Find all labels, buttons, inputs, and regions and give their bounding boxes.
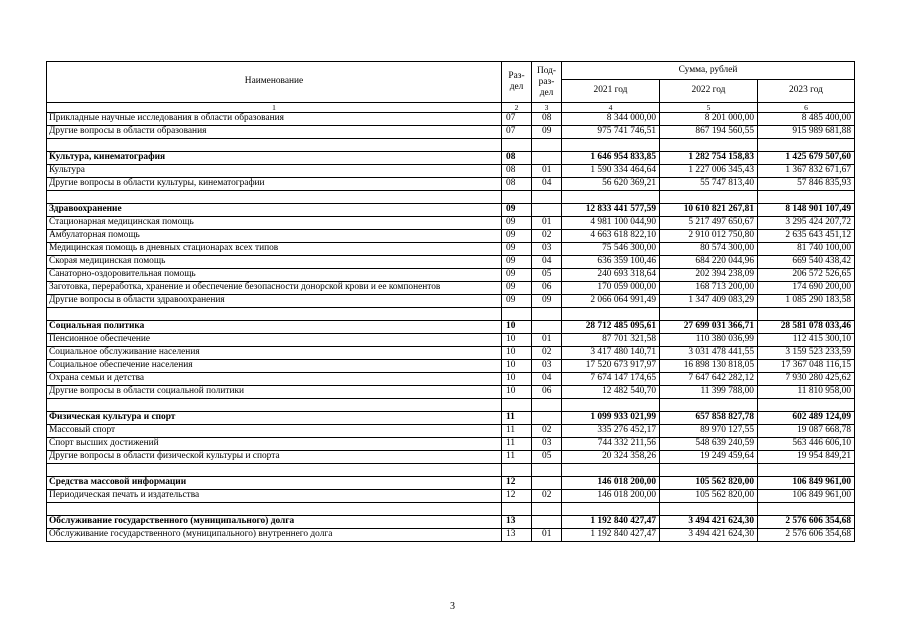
row-value-2022: 168 713 200,00 <box>660 282 758 295</box>
row-podrazdel <box>532 412 562 425</box>
spacer-row <box>47 399 855 412</box>
empty-cell <box>758 139 855 152</box>
row-razdel: 09 <box>502 217 532 230</box>
row-value-2023: 563 446 606,10 <box>758 438 855 451</box>
row-value-2023: 19 087 668,78 <box>758 425 855 438</box>
table-row <box>47 217 855 230</box>
row-value-2023: 8 485 400,00 <box>758 113 855 126</box>
row-value-2021: 744 332 211,56 <box>562 438 660 451</box>
empty-cell <box>47 139 502 152</box>
row-razdel: 10 <box>502 321 532 334</box>
table-row <box>47 334 855 347</box>
colnum-3: 3 <box>532 103 562 113</box>
colnum-5: 5 <box>660 103 758 113</box>
table-row <box>47 256 855 269</box>
row-value-2021: 335 276 452,17 <box>562 425 660 438</box>
row-podrazdel: 02 <box>532 347 562 360</box>
empty-cell <box>562 464 660 477</box>
row-value-2021: 75 546 300,00 <box>562 243 660 256</box>
row-razdel: 07 <box>502 126 532 139</box>
empty-cell <box>532 399 562 412</box>
row-value-2023: 915 989 681,88 <box>758 126 855 139</box>
empty-cell <box>502 464 532 477</box>
table-row <box>47 243 855 256</box>
header-year-2021: 2021 год <box>562 80 660 103</box>
row-value-2023: 57 846 835,93 <box>758 178 855 191</box>
row-name: Прикладные научные исследования в области образования <box>47 113 502 126</box>
empty-cell <box>532 464 562 477</box>
row-name: Здравоохранение <box>47 204 502 217</box>
row-podrazdel: 05 <box>532 269 562 282</box>
row-value-2021: 3 417 480 140,71 <box>562 347 660 360</box>
row-podrazdel: 03 <box>532 360 562 373</box>
row-razdel: 11 <box>502 438 532 451</box>
empty-cell <box>758 503 855 516</box>
row-name: Социальная политика <box>47 321 502 334</box>
row-value-2021: 170 059 000,00 <box>562 282 660 295</box>
row-podrazdel: 02 <box>532 425 562 438</box>
row-name: Периодическая печать и издательства <box>47 490 502 503</box>
empty-cell <box>502 399 532 412</box>
row-name: Стационарная медицинская помощь <box>47 217 502 230</box>
row-podrazdel: 02 <box>532 490 562 503</box>
row-razdel: 09 <box>502 282 532 295</box>
row-value-2021: 1 590 334 464,64 <box>562 165 660 178</box>
row-value-2021: 240 693 318,64 <box>562 269 660 282</box>
row-razdel: 07 <box>502 113 532 126</box>
empty-cell <box>660 464 758 477</box>
row-name: Культура <box>47 165 502 178</box>
row-value-2023: 206 572 526,65 <box>758 269 855 282</box>
row-razdel: 08 <box>502 178 532 191</box>
row-value-2023: 106 849 961,00 <box>758 490 855 503</box>
row-name: Другие вопросы в области культуры, кинематографии <box>47 178 502 191</box>
row-value-2022: 11 399 788,00 <box>660 386 758 399</box>
row-value-2021: 2 066 064 991,49 <box>562 295 660 308</box>
colnum-1: 1 <box>47 103 502 113</box>
table-row <box>47 126 855 139</box>
row-value-2021: 8 344 000,00 <box>562 113 660 126</box>
row-value-2022: 55 747 813,40 <box>660 178 758 191</box>
header-podrazdel: Под- раз- дел <box>532 62 562 103</box>
row-name: Охрана семьи и детства <box>47 373 502 386</box>
row-podrazdel: 02 <box>532 230 562 243</box>
row-name: Социальное обслуживание населения <box>47 347 502 360</box>
row-podrazdel <box>532 516 562 529</box>
row-value-2022: 89 970 127,55 <box>660 425 758 438</box>
row-name: Культура, кинематография <box>47 152 502 165</box>
row-value-2022: 5 217 497 650,67 <box>660 217 758 230</box>
spacer-row <box>47 191 855 204</box>
row-value-2023: 81 740 100,00 <box>758 243 855 256</box>
table-row <box>47 347 855 360</box>
row-value-2022: 105 562 820,00 <box>660 490 758 503</box>
empty-cell <box>502 139 532 152</box>
row-podrazdel: 06 <box>532 386 562 399</box>
row-value-2021: 1 099 933 021,99 <box>562 412 660 425</box>
row-razdel: 13 <box>502 516 532 529</box>
row-value-2023: 17 367 048 116,15 <box>758 360 855 373</box>
row-value-2021: 17 520 673 917,97 <box>562 360 660 373</box>
row-podrazdel: 04 <box>532 373 562 386</box>
row-value-2023: 11 810 958,00 <box>758 386 855 399</box>
row-name: Амбулаторная помощь <box>47 230 502 243</box>
empty-cell <box>47 308 502 321</box>
table-row <box>47 230 855 243</box>
row-podrazdel <box>532 204 562 217</box>
colnum-2: 2 <box>502 103 532 113</box>
row-razdel: 09 <box>502 256 532 269</box>
row-value-2022: 16 898 130 818,05 <box>660 360 758 373</box>
row-value-2022: 7 647 642 282,12 <box>660 373 758 386</box>
row-value-2022: 1 347 409 083,29 <box>660 295 758 308</box>
row-podrazdel <box>532 152 562 165</box>
row-value-2022: 3 031 478 441,55 <box>660 347 758 360</box>
row-name: Другие вопросы в области образования <box>47 126 502 139</box>
row-value-2023: 602 489 124,09 <box>758 412 855 425</box>
row-name: Заготовка, переработка, хранение и обеспечение безопасности донорской крови и ее компонентов <box>47 282 502 295</box>
table-row <box>47 178 855 191</box>
empty-cell <box>562 139 660 152</box>
row-value-2023: 2 635 643 451,12 <box>758 230 855 243</box>
row-name: Массовый спорт <box>47 425 502 438</box>
header-sum: Сумма, рублей <box>562 62 855 80</box>
row-podrazdel: 05 <box>532 451 562 464</box>
spacer-row <box>47 308 855 321</box>
row-value-2021: 975 741 746,51 <box>562 126 660 139</box>
header-name: Наименование <box>47 62 502 103</box>
row-name: Средства массовой информации <box>47 477 502 490</box>
row-value-2023: 2 576 606 354,68 <box>758 529 855 542</box>
row-value-2021: 87 701 321,58 <box>562 334 660 347</box>
table-row <box>47 360 855 373</box>
row-value-2023: 174 690 200,00 <box>758 282 855 295</box>
empty-cell <box>758 464 855 477</box>
row-name: Другие вопросы в области физической культуры и спорта <box>47 451 502 464</box>
row-value-2022: 19 249 459,64 <box>660 451 758 464</box>
row-value-2021: 146 018 200,00 <box>562 477 660 490</box>
row-value-2022: 1 227 006 345,43 <box>660 165 758 178</box>
row-value-2022: 867 194 560,55 <box>660 126 758 139</box>
row-podrazdel <box>532 321 562 334</box>
section-row <box>47 412 855 425</box>
budget-table-sheet <box>46 61 854 542</box>
budget-table <box>46 61 855 542</box>
empty-cell <box>532 191 562 204</box>
row-value-2022: 3 494 421 624,30 <box>660 516 758 529</box>
row-value-2021: 56 620 369,21 <box>562 178 660 191</box>
spacer-row <box>47 139 855 152</box>
header-year-2023: 2023 год <box>758 80 855 103</box>
row-name: Другие вопросы в области социальной политики <box>47 386 502 399</box>
row-podrazdel: 01 <box>532 334 562 347</box>
row-podrazdel: 09 <box>532 126 562 139</box>
row-value-2021: 12 482 540,70 <box>562 386 660 399</box>
row-razdel: 12 <box>502 477 532 490</box>
row-podrazdel: 01 <box>532 165 562 178</box>
row-name: Спорт высших достижений <box>47 438 502 451</box>
row-value-2023: 7 930 280 425,62 <box>758 373 855 386</box>
row-razdel: 08 <box>502 165 532 178</box>
header-razdel: Раз- дел <box>502 62 532 103</box>
empty-cell <box>562 503 660 516</box>
row-value-2023: 28 581 078 033,46 <box>758 321 855 334</box>
row-podrazdel: 09 <box>532 295 562 308</box>
row-razdel: 10 <box>502 360 532 373</box>
row-value-2022: 3 494 421 624,30 <box>660 529 758 542</box>
row-razdel: 10 <box>502 347 532 360</box>
row-value-2022: 1 282 754 158,83 <box>660 152 758 165</box>
row-value-2021: 7 674 147 174,65 <box>562 373 660 386</box>
row-razdel: 10 <box>502 373 532 386</box>
section-row <box>47 477 855 490</box>
empty-cell <box>47 191 502 204</box>
row-razdel: 09 <box>502 230 532 243</box>
row-value-2023: 1 425 679 507,60 <box>758 152 855 165</box>
row-podrazdel: 01 <box>532 217 562 230</box>
row-razdel: 10 <box>502 386 532 399</box>
table-row <box>47 269 855 282</box>
row-value-2023: 2 576 606 354,68 <box>758 516 855 529</box>
row-razdel: 09 <box>502 243 532 256</box>
row-razdel: 09 <box>502 295 532 308</box>
empty-cell <box>532 503 562 516</box>
table-row <box>47 490 855 503</box>
empty-cell <box>502 308 532 321</box>
row-value-2021: 4 663 618 822,10 <box>562 230 660 243</box>
empty-cell <box>562 191 660 204</box>
row-value-2022: 548 639 240,59 <box>660 438 758 451</box>
row-name: Физическая культура и спорт <box>47 412 502 425</box>
empty-cell <box>562 308 660 321</box>
row-value-2021: 1 192 840 427,47 <box>562 516 660 529</box>
row-value-2023: 106 849 961,00 <box>758 477 855 490</box>
row-value-2023: 112 415 300,10 <box>758 334 855 347</box>
row-value-2023: 3 295 424 207,72 <box>758 217 855 230</box>
row-name: Санаторно-оздоровительная помощь <box>47 269 502 282</box>
row-podrazdel: 04 <box>532 178 562 191</box>
colnum-4: 4 <box>562 103 660 113</box>
row-value-2022: 27 699 031 366,71 <box>660 321 758 334</box>
row-value-2022: 80 574 300,00 <box>660 243 758 256</box>
spacer-row <box>47 464 855 477</box>
row-name: Обслуживание государственного (муниципального) внутреннего долга <box>47 529 502 542</box>
table-row <box>47 282 855 295</box>
empty-cell <box>47 399 502 412</box>
table-row <box>47 438 855 451</box>
row-razdel: 12 <box>502 490 532 503</box>
row-podrazdel: 06 <box>532 282 562 295</box>
row-podrazdel: 03 <box>532 438 562 451</box>
empty-cell <box>660 139 758 152</box>
empty-cell <box>532 308 562 321</box>
row-value-2021: 20 324 358,26 <box>562 451 660 464</box>
table-row <box>47 373 855 386</box>
row-razdel: 09 <box>502 204 532 217</box>
page-number: 3 <box>450 601 455 612</box>
row-name: Обслуживание государственного (муниципального) долга <box>47 516 502 529</box>
header-year-2022: 2022 год <box>660 80 758 103</box>
colnum-6: 6 <box>758 103 855 113</box>
spacer-row <box>47 503 855 516</box>
empty-cell <box>47 464 502 477</box>
row-value-2022: 10 610 821 267,81 <box>660 204 758 217</box>
row-name: Другие вопросы в области здравоохранения <box>47 295 502 308</box>
row-value-2021: 12 833 441 577,59 <box>562 204 660 217</box>
row-value-2023: 3 159 523 233,59 <box>758 347 855 360</box>
row-value-2021: 1 192 840 427,47 <box>562 529 660 542</box>
row-razdel: 08 <box>502 152 532 165</box>
row-value-2021: 4 981 100 044,90 <box>562 217 660 230</box>
section-row <box>47 321 855 334</box>
row-value-2021: 1 646 954 833,85 <box>562 152 660 165</box>
section-row <box>47 204 855 217</box>
row-value-2022: 202 394 238,09 <box>660 269 758 282</box>
row-podrazdel: 01 <box>532 529 562 542</box>
row-podrazdel <box>532 477 562 490</box>
empty-cell <box>660 503 758 516</box>
table-body <box>47 113 855 542</box>
table-row <box>47 529 855 542</box>
section-row <box>47 152 855 165</box>
row-name: Социальное обеспечение населения <box>47 360 502 373</box>
row-podrazdel: 08 <box>532 113 562 126</box>
row-name: Скорая медицинская помощь <box>47 256 502 269</box>
row-name: Пенсионное обеспечение <box>47 334 502 347</box>
empty-cell <box>758 308 855 321</box>
row-podrazdel: 03 <box>532 243 562 256</box>
empty-cell <box>758 191 855 204</box>
row-value-2022: 8 201 000,00 <box>660 113 758 126</box>
table-row <box>47 113 855 126</box>
empty-cell <box>562 399 660 412</box>
row-razdel: 11 <box>502 451 532 464</box>
section-row <box>47 516 855 529</box>
empty-cell <box>47 503 502 516</box>
empty-cell <box>660 399 758 412</box>
empty-cell <box>758 399 855 412</box>
empty-cell <box>532 139 562 152</box>
row-value-2023: 1 085 290 183,58 <box>758 295 855 308</box>
row-value-2021: 146 018 200,00 <box>562 490 660 503</box>
column-number-row <box>47 103 855 113</box>
row-value-2022: 684 220 044,96 <box>660 256 758 269</box>
row-value-2022: 105 562 820,00 <box>660 477 758 490</box>
row-razdel: 13 <box>502 529 532 542</box>
row-value-2021: 28 712 485 095,61 <box>562 321 660 334</box>
row-razdel: 11 <box>502 412 532 425</box>
row-value-2023: 8 148 901 107,49 <box>758 204 855 217</box>
row-razdel: 10 <box>502 334 532 347</box>
row-value-2023: 669 540 438,42 <box>758 256 855 269</box>
empty-cell <box>502 503 532 516</box>
row-value-2023: 1 367 832 671,67 <box>758 165 855 178</box>
row-podrazdel: 04 <box>532 256 562 269</box>
empty-cell <box>660 308 758 321</box>
table-row <box>47 425 855 438</box>
row-value-2021: 636 359 100,46 <box>562 256 660 269</box>
empty-cell <box>502 191 532 204</box>
table-row <box>47 386 855 399</box>
table-row <box>47 295 855 308</box>
row-razdel: 09 <box>502 269 532 282</box>
row-value-2023: 19 954 849,21 <box>758 451 855 464</box>
row-razdel: 11 <box>502 425 532 438</box>
row-value-2022: 2 910 012 750,80 <box>660 230 758 243</box>
row-name: Медицинская помощь в дневных стационарах всех типов <box>47 243 502 256</box>
row-value-2022: 657 858 827,78 <box>660 412 758 425</box>
table-row <box>47 451 855 464</box>
row-value-2022: 110 380 036,99 <box>660 334 758 347</box>
table-row <box>47 165 855 178</box>
empty-cell <box>660 191 758 204</box>
